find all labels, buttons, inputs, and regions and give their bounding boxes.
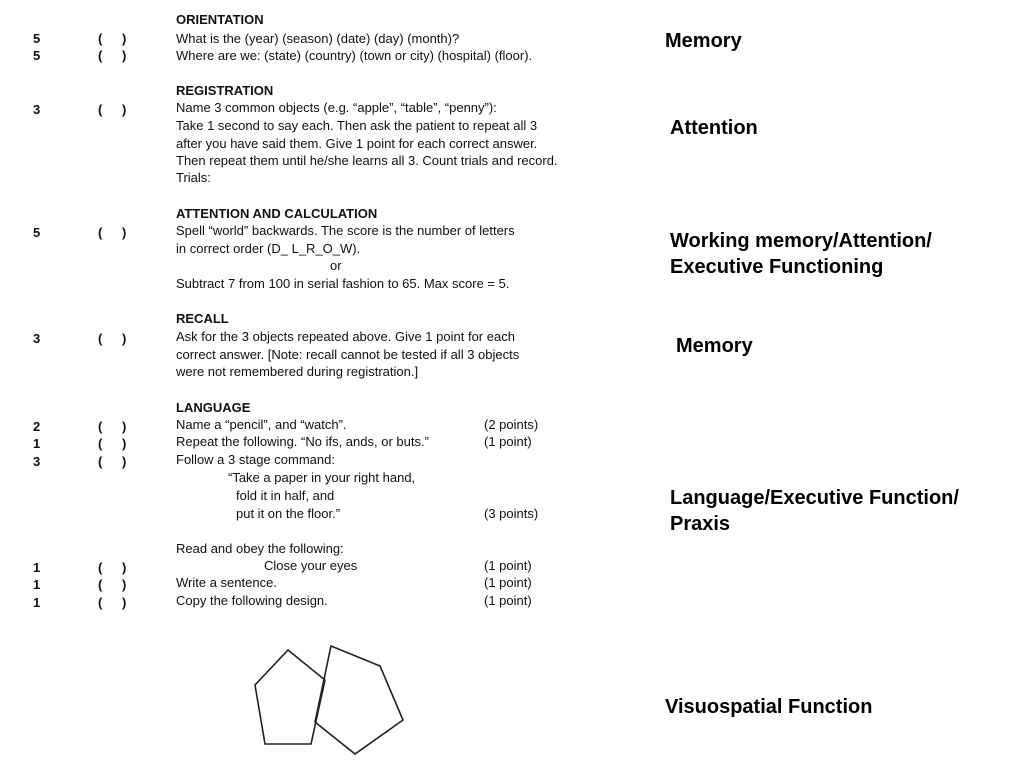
instruction-line: or <box>330 258 342 273</box>
score-blank: ( ) <box>98 436 135 451</box>
score-value: 1 <box>33 436 41 451</box>
score-blank: ( ) <box>98 419 135 434</box>
recall-heading: RECALL <box>176 311 229 326</box>
points-label: (1 point) <box>484 434 532 449</box>
domain-label-attention: Attention <box>670 117 758 139</box>
read-obey-label: Read and obey the following: <box>176 541 344 556</box>
points-label: (1 point) <box>484 575 532 590</box>
orientation-question: What is the (year) (season) (date) (day) (month)? <box>176 31 460 46</box>
task-line: Name a “pencil”, and “watch”. <box>176 417 347 432</box>
points-label: (1 point) <box>484 558 532 573</box>
task-line: Close your eyes <box>264 558 358 573</box>
instruction-line: Spell “world” backwards. The score is the number of letters <box>176 223 515 238</box>
domain-label-visuospatial: Visuospatial Function <box>665 696 873 718</box>
score-value: 1 <box>33 577 41 592</box>
points-label: (2 points) <box>484 417 539 432</box>
instruction-line: Then repeat them until he/she learns all 3. Count trials and record. <box>176 153 558 168</box>
task-line: Repeat the following. “No ifs, ands, or buts.” <box>176 434 429 449</box>
orientation-heading: ORIENTATION <box>176 12 264 27</box>
domain-label-working-memory: Working memory/Attention/ <box>670 230 932 252</box>
registration-heading: REGISTRATION <box>176 83 274 98</box>
domain-label-memory: Memory <box>665 30 742 52</box>
instruction-line: Name 3 common objects (e.g. “apple”, “table”, “penny”): <box>176 100 497 115</box>
command-line: put it on the floor.” <box>236 506 341 521</box>
domain-label-memory-recall: Memory <box>676 335 753 357</box>
instruction-line: Take 1 second to say each. Then ask the patient to repeat all 3 <box>176 118 538 133</box>
score-blank: ( ) <box>98 48 135 63</box>
intersecting-pentagons-figure <box>245 640 415 760</box>
language-heading: LANGUAGE <box>176 400 251 415</box>
orientation-question: Where are we: (state) (country) (town or city) (hospital) (floor). <box>176 48 533 63</box>
command-line: “Take a paper in your right hand, <box>228 470 416 485</box>
score-value: 3 <box>33 102 41 117</box>
score-blank: ( ) <box>98 225 135 240</box>
domain-label-language: Language/Executive Function/ <box>670 487 959 509</box>
points-label: (1 point) <box>484 593 532 608</box>
task-line: Follow a 3 stage command: <box>176 452 335 467</box>
task-line: Copy the following design. <box>176 593 328 608</box>
domain-label-executive: Executive Functioning <box>670 256 884 278</box>
score-value: 2 <box>33 419 41 434</box>
task-line: Write a sentence. <box>176 575 277 590</box>
score-blank: ( ) <box>98 560 135 575</box>
score-value: 1 <box>33 595 41 610</box>
instruction-line: correct answer. [Note: recall cannot be tested if all 3 objects <box>176 347 520 362</box>
instruction-line: Ask for the 3 objects repeated above. Give 1 point for each <box>176 329 515 344</box>
score-value: 5 <box>33 48 41 63</box>
score-value: 3 <box>33 454 41 469</box>
attention-heading: ATTENTION AND CALCULATION <box>176 206 378 221</box>
score-blank: ( ) <box>98 454 135 469</box>
score-value: 5 <box>33 225 41 240</box>
points-label: (3 points) <box>484 506 539 521</box>
score-blank: ( ) <box>98 31 135 46</box>
score-blank: ( ) <box>98 102 135 117</box>
instruction-line: after you have said them. Give 1 point for each correct answer. <box>176 136 538 151</box>
instruction-line: were not remembered during registration.] <box>176 364 419 379</box>
score-blank: ( ) <box>98 595 135 610</box>
score-blank: ( ) <box>98 577 135 592</box>
command-line: fold it in half, and <box>236 488 335 503</box>
instruction-line: in correct order (D_ L_R_O_W). <box>176 241 361 256</box>
domain-label-praxis: Praxis <box>670 513 731 535</box>
instruction-line: Subtract 7 from 100 in serial fashion to 65. Max score = 5. <box>176 276 510 291</box>
score-value: 1 <box>33 560 41 575</box>
score-value: 3 <box>33 331 41 346</box>
score-value: 5 <box>33 31 41 46</box>
score-blank: ( ) <box>98 331 135 346</box>
instruction-line: Trials: <box>176 170 211 185</box>
